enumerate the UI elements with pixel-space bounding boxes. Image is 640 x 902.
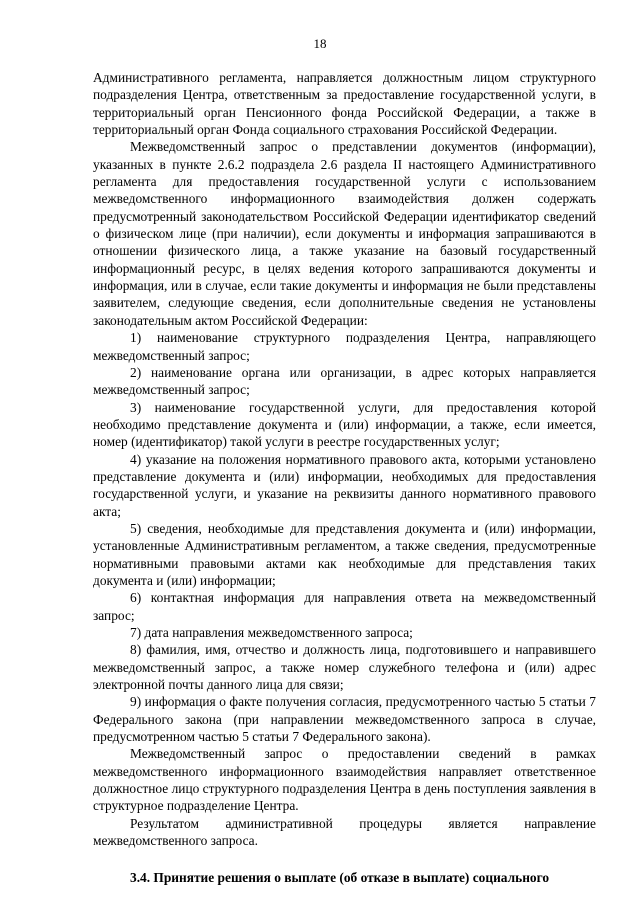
list-item-2: 2) наименование органа или организации, в адрес которых направляется межведомственный запрос; xyxy=(93,364,596,398)
list-item-4: 4) указание на положения нормативного правового акта, которыми установлено представление документа и (или) информации, необходимых для предоставления государственной услуги, и указание на реквизиты данного нормативного правового акта; xyxy=(93,451,596,519)
paragraph-procedure-result: Результатом административной процедуры является направление межведомственного запроса. xyxy=(93,815,596,849)
list-item-5: 5) сведения, необходимые для представления документа и (или) информации, установленные Административным регламентом, а также сведения, предусмотренные нормативными правовыми актами как необходимые для представления таких документа и (или) информации; xyxy=(93,520,596,588)
list-item-1: 1) наименование структурного подразделения Центра, направляющего межведомственный запрос; xyxy=(93,330,596,363)
paragraph-responsible-official: Межведомственный запрос о предоставлении сведений в рамках межведомственного информационного взаимодействия направляет ответственное должностное лицо структурного подразделения Центра в день поступления заявления в структурное подразделение Центра. xyxy=(93,746,596,814)
list-item-7: 7) дата направления межведомственного запроса; xyxy=(130,625,413,640)
list-item-6: 6) контактная информация для направления ответа на межведомственный запрос; xyxy=(93,590,596,623)
page-number: 18 xyxy=(313,36,327,51)
paragraph-interagency-request: Межведомственный запрос о представлении документов (информации), указанных в пункте 2.6.2 подраздела 2.6 раздела II настоящего Административного регламента для предоставления государственной услуги с использованием межведомственного информационного взаимодействия должен содержать предусмотренный законодательством Российской Федерации идентификатор сведений о физическом лице (при наличии), если документы и информация запрашиваются в отношении физического лица, а также указание на базовый государственный информационный ресурс, в целях ведения которого запрашиваются документы и информация, или в случае, если такие документы и информация не были представлены заявителем, следующие сведения, если дополнительные сведения не установлены законодательным актом Российской Федерации: xyxy=(93,139,596,328)
list-item-8: 8) фамилия, имя, отчество и должность лица, подготовившего и направившего межведомственный запрос, а также номер служебного телефона и (или) адрес электронной почты данного лица для связи; xyxy=(93,642,596,693)
section-heading: 3.4. Принятие решения о выплате (об отказе в выплате) социального xyxy=(130,870,550,886)
list-item-3: 3) наименование государственной услуги, для предоставления которой необходимо представление документа и (или) информации, а также, если имеется, номер (идентификатор) такой услуги в реестре государственных услуг; xyxy=(93,399,596,450)
document-body xyxy=(93,69,596,887)
list-item-9: 9) информация о факте получения согласия, предусмотренного частью 5 статьи 7 Федерального закона (при направлении межведомственного запроса в случае, предусмотренном частью 5 статьи 7 Федерального закона). xyxy=(93,694,596,745)
paragraph-continuation: Административного регламента, направляется должностным лицом структурного подразделения Центра, ответственным за предоставление государственной услуги, в территориальный орган Пенсионного фонда Российской Федерации, а также в территориальный орган Фонда социального страхования Российской Федерации. xyxy=(93,70,596,138)
